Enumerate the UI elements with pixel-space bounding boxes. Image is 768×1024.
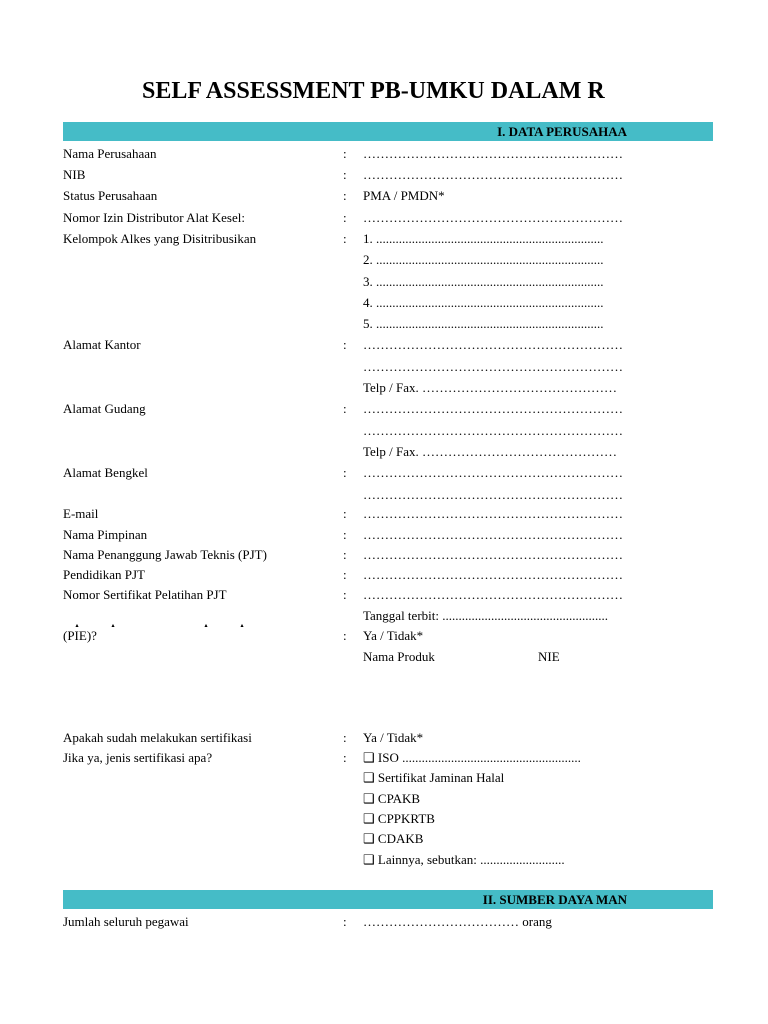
field-email[interactable]: …………………………………………………… [363, 506, 623, 521]
field-alamat-kantor-1[interactable]: …………………………………………………… [363, 337, 623, 352]
section-header-label: I. DATA PERUSAHAA [497, 124, 627, 139]
checkbox-lainnya[interactable]: ❑ Lainnya, sebutkan: .......................... [363, 852, 565, 867]
colon: : [343, 337, 347, 352]
field-kelompok-4[interactable]: 4. ...................................................................... [363, 295, 604, 310]
field-alamat-gudang-1[interactable]: …………………………………………………… [363, 401, 623, 416]
field-nama-pimpinan[interactable]: …………………………………………………… [363, 527, 623, 542]
field-tanggal-terbit[interactable]: Tanggal terbit: ................................................... [363, 608, 608, 623]
field-jumlah-pegawai[interactable]: ……………………………… orang [363, 914, 552, 929]
colon: : [343, 547, 347, 562]
colon: : [343, 914, 347, 929]
field-nama-perusahaan[interactable]: …………………………………………………… [363, 146, 623, 161]
field-kelompok-3[interactable]: 3. ...................................................................... [363, 274, 604, 289]
field-status-perusahaan[interactable]: PMA / PMDN* [363, 188, 445, 203]
label-pendidikan-pjt: Pendidikan PJT [63, 567, 145, 582]
checkbox-cpakb[interactable]: ❑ CPAKB [363, 791, 421, 806]
document-title-wrap [0, 76, 768, 108]
colon: : [343, 527, 347, 542]
label-sertifikasi: Apakah sudah melakukan sertifikasi [63, 730, 252, 745]
label-alamat-gudang: Alamat Gudang [63, 401, 146, 416]
label-status-perusahaan: Status Perusahaan [63, 188, 158, 203]
field-pendidikan-pjt[interactable]: …………………………………………………… [363, 567, 623, 582]
checkbox-iso[interactable]: ❑ ISO ....................................................... [363, 750, 581, 765]
label-email: E-mail [63, 506, 99, 521]
field-alamat-bengkel-2[interactable]: …………………………………………………… [363, 487, 623, 502]
label-alamat-bengkel: Alamat Bengkel [63, 465, 148, 480]
field-alamat-bengkel-1[interactable]: …………………………………………………… [363, 465, 623, 480]
colon: : [343, 567, 347, 582]
section-header-label: II. SUMBER DAYA MAN [482, 892, 627, 907]
checkbox-halal[interactable]: ❑ Sertifikat Jaminan Halal [363, 770, 505, 785]
label-nib: NIB [63, 167, 86, 182]
label-nomor-izin: Nomor Izin Distributor Alat Kesel: [63, 210, 245, 225]
field-telp-kantor[interactable]: Telp / Fax. ……………………………………… [363, 380, 618, 395]
field-nib[interactable]: …………………………………………………… [363, 167, 623, 182]
colon: : [343, 210, 347, 225]
colon: : [343, 231, 347, 246]
field-nomor-izin[interactable]: …………………………………………………… [363, 210, 623, 225]
colon: : [343, 750, 347, 765]
label-sertifikat-pjt: Nomor Sertifikat Pelatihan PJT [63, 587, 227, 602]
checkbox-cppkrtb[interactable]: ❑ CPPKRTB [363, 811, 435, 826]
label-nama-pimpinan: Nama Pimpinan [63, 527, 148, 542]
colon: : [343, 465, 347, 480]
section-header-data-perusahaan [63, 122, 713, 141]
field-kelompok-2[interactable]: 2. ...................................................................... [363, 252, 604, 267]
label-nama-pjt: Nama Penanggung Jawab Teknis (PJT) [63, 547, 267, 562]
field-alamat-kantor-2[interactable]: …………………………………………………… [363, 359, 623, 374]
colon: : [343, 730, 347, 745]
colon: : [343, 167, 347, 182]
section-header-sumber-daya [63, 890, 713, 909]
label-kelompok-alkes: Kelompok Alkes yang Disitribusikan [63, 231, 257, 246]
label-nama-perusahaan: Nama Perusahaan [63, 146, 157, 161]
field-pie[interactable]: Ya / Tidak* [363, 628, 424, 643]
field-kelompok-5[interactable]: 5. ...................................................................... [363, 316, 604, 331]
label-jenis-sertifikasi: Jika ya, jenis sertifikasi apa? [63, 750, 213, 765]
colon: : [343, 587, 347, 602]
column-nie: NIE [538, 649, 560, 664]
field-alamat-gudang-2[interactable]: …………………………………………………… [363, 423, 623, 438]
field-sertifikat-pjt[interactable]: …………………………………………………… [363, 587, 623, 602]
field-nama-pjt[interactable]: …………………………………………………… [363, 547, 623, 562]
colon: : [343, 188, 347, 203]
field-telp-gudang[interactable]: Telp / Fax. ……………………………………… [363, 444, 618, 459]
column-nama-produk: Nama Produk [363, 649, 435, 664]
clipped-label-fragment: ▴ ▴ ▴ ▴ [75, 621, 245, 627]
field-kelompok-1[interactable]: 1. ...................................................................... [363, 231, 604, 246]
document-title: SELF ASSESSMENT PB-UMKU DALAM R [142, 78, 605, 104]
colon: : [343, 506, 347, 521]
label-alamat-kantor: Alamat Kantor [63, 337, 141, 352]
colon: : [343, 401, 347, 416]
checkbox-cdakb[interactable]: ❑ CDAKB [363, 831, 424, 846]
colon: : [343, 628, 347, 643]
field-sertifikasi[interactable]: Ya / Tidak* [363, 730, 424, 745]
colon: : [343, 146, 347, 161]
label-pie: (PIE)? [63, 628, 97, 643]
label-jumlah-pegawai: Jumlah seluruh pegawai [63, 914, 189, 929]
